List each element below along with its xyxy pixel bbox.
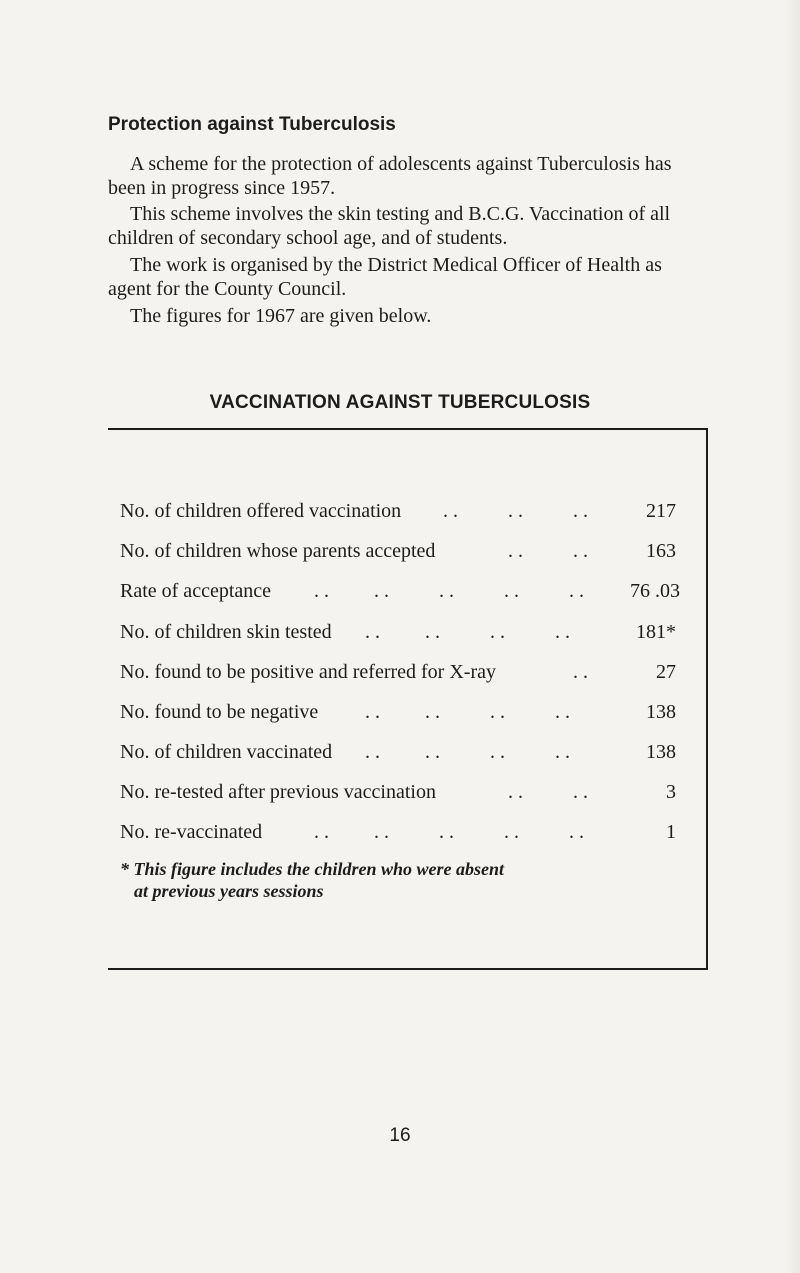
table-title: VACCINATION AGAINST TUBERCULOSIS: [209, 392, 591, 413]
table-row: [108, 739, 706, 765]
row-label: No. found to be negative: [120, 701, 319, 723]
table-row: [108, 498, 706, 524]
paragraph-4: The figures for 1967 are given below.: [130, 305, 432, 327]
row-label: No. of children vaccinated: [120, 741, 333, 763]
row-label: No. re-vaccinated: [120, 821, 263, 843]
page-edge: [786, 0, 800, 1273]
paragraph-1: A scheme for the protection of adolescents against Tuberculosis has been in progress since 1957.: [108, 153, 672, 199]
leader-dots: . . . . . .: [443, 500, 588, 522]
page-number: 16: [389, 1125, 411, 1146]
leader-dots: . . . . . . . .: [365, 741, 570, 763]
row-value: 27: [656, 661, 676, 683]
row-value: 163: [646, 540, 676, 562]
row-label: No. re-tested after previous vaccination: [120, 781, 436, 803]
table-row: [108, 699, 706, 725]
table-row: [108, 779, 706, 805]
leader-dots: . . . . . . . .: [365, 621, 570, 643]
table-row: [108, 538, 706, 564]
row-value: 1: [666, 821, 676, 843]
row-value: 217: [646, 500, 676, 522]
vaccination-table: [108, 428, 708, 970]
footnote-line-1: * This figure includes the children who were absent: [120, 859, 505, 879]
paragraph-3: The work is organised by the District Medical Officer of Health as agent for the County Council.: [108, 254, 662, 300]
paragraph-2: This scheme involves the skin testing and B.C.G. Vaccination of all children of secondary school age, and of students.: [108, 203, 671, 249]
leader-dots: . .: [573, 661, 588, 683]
leader-dots: . . . . . . . . . .: [314, 821, 584, 843]
row-value: 181*: [636, 621, 676, 643]
section-heading: Protection against Tuberculosis: [108, 114, 396, 135]
footnote-line-2: at previous years sessions: [134, 881, 324, 901]
leader-dots: . . . . . . . . . .: [314, 580, 584, 602]
row-value: 3: [666, 781, 676, 803]
row-label: No. of children offered vaccination: [120, 500, 402, 522]
row-value: 138: [646, 701, 676, 723]
leader-dots: . . . . . . . .: [365, 701, 570, 723]
row-label: Rate of acceptance: [120, 580, 272, 602]
leader-dots: . . . .: [508, 540, 588, 562]
row-value: 76 .03: [630, 580, 680, 602]
row-value: 138: [646, 741, 676, 763]
row-label: No. of children skin tested: [120, 621, 332, 643]
row-label: No. found to be positive and referred for X-ray: [120, 661, 496, 683]
table-footnote: [120, 858, 504, 902]
table-row: [108, 819, 706, 845]
table-row: [108, 619, 706, 645]
table-row: [108, 578, 706, 604]
row-label: No. of children whose parents accepted: [120, 540, 436, 562]
table-row: [108, 659, 706, 685]
leader-dots: . . . .: [508, 781, 588, 803]
